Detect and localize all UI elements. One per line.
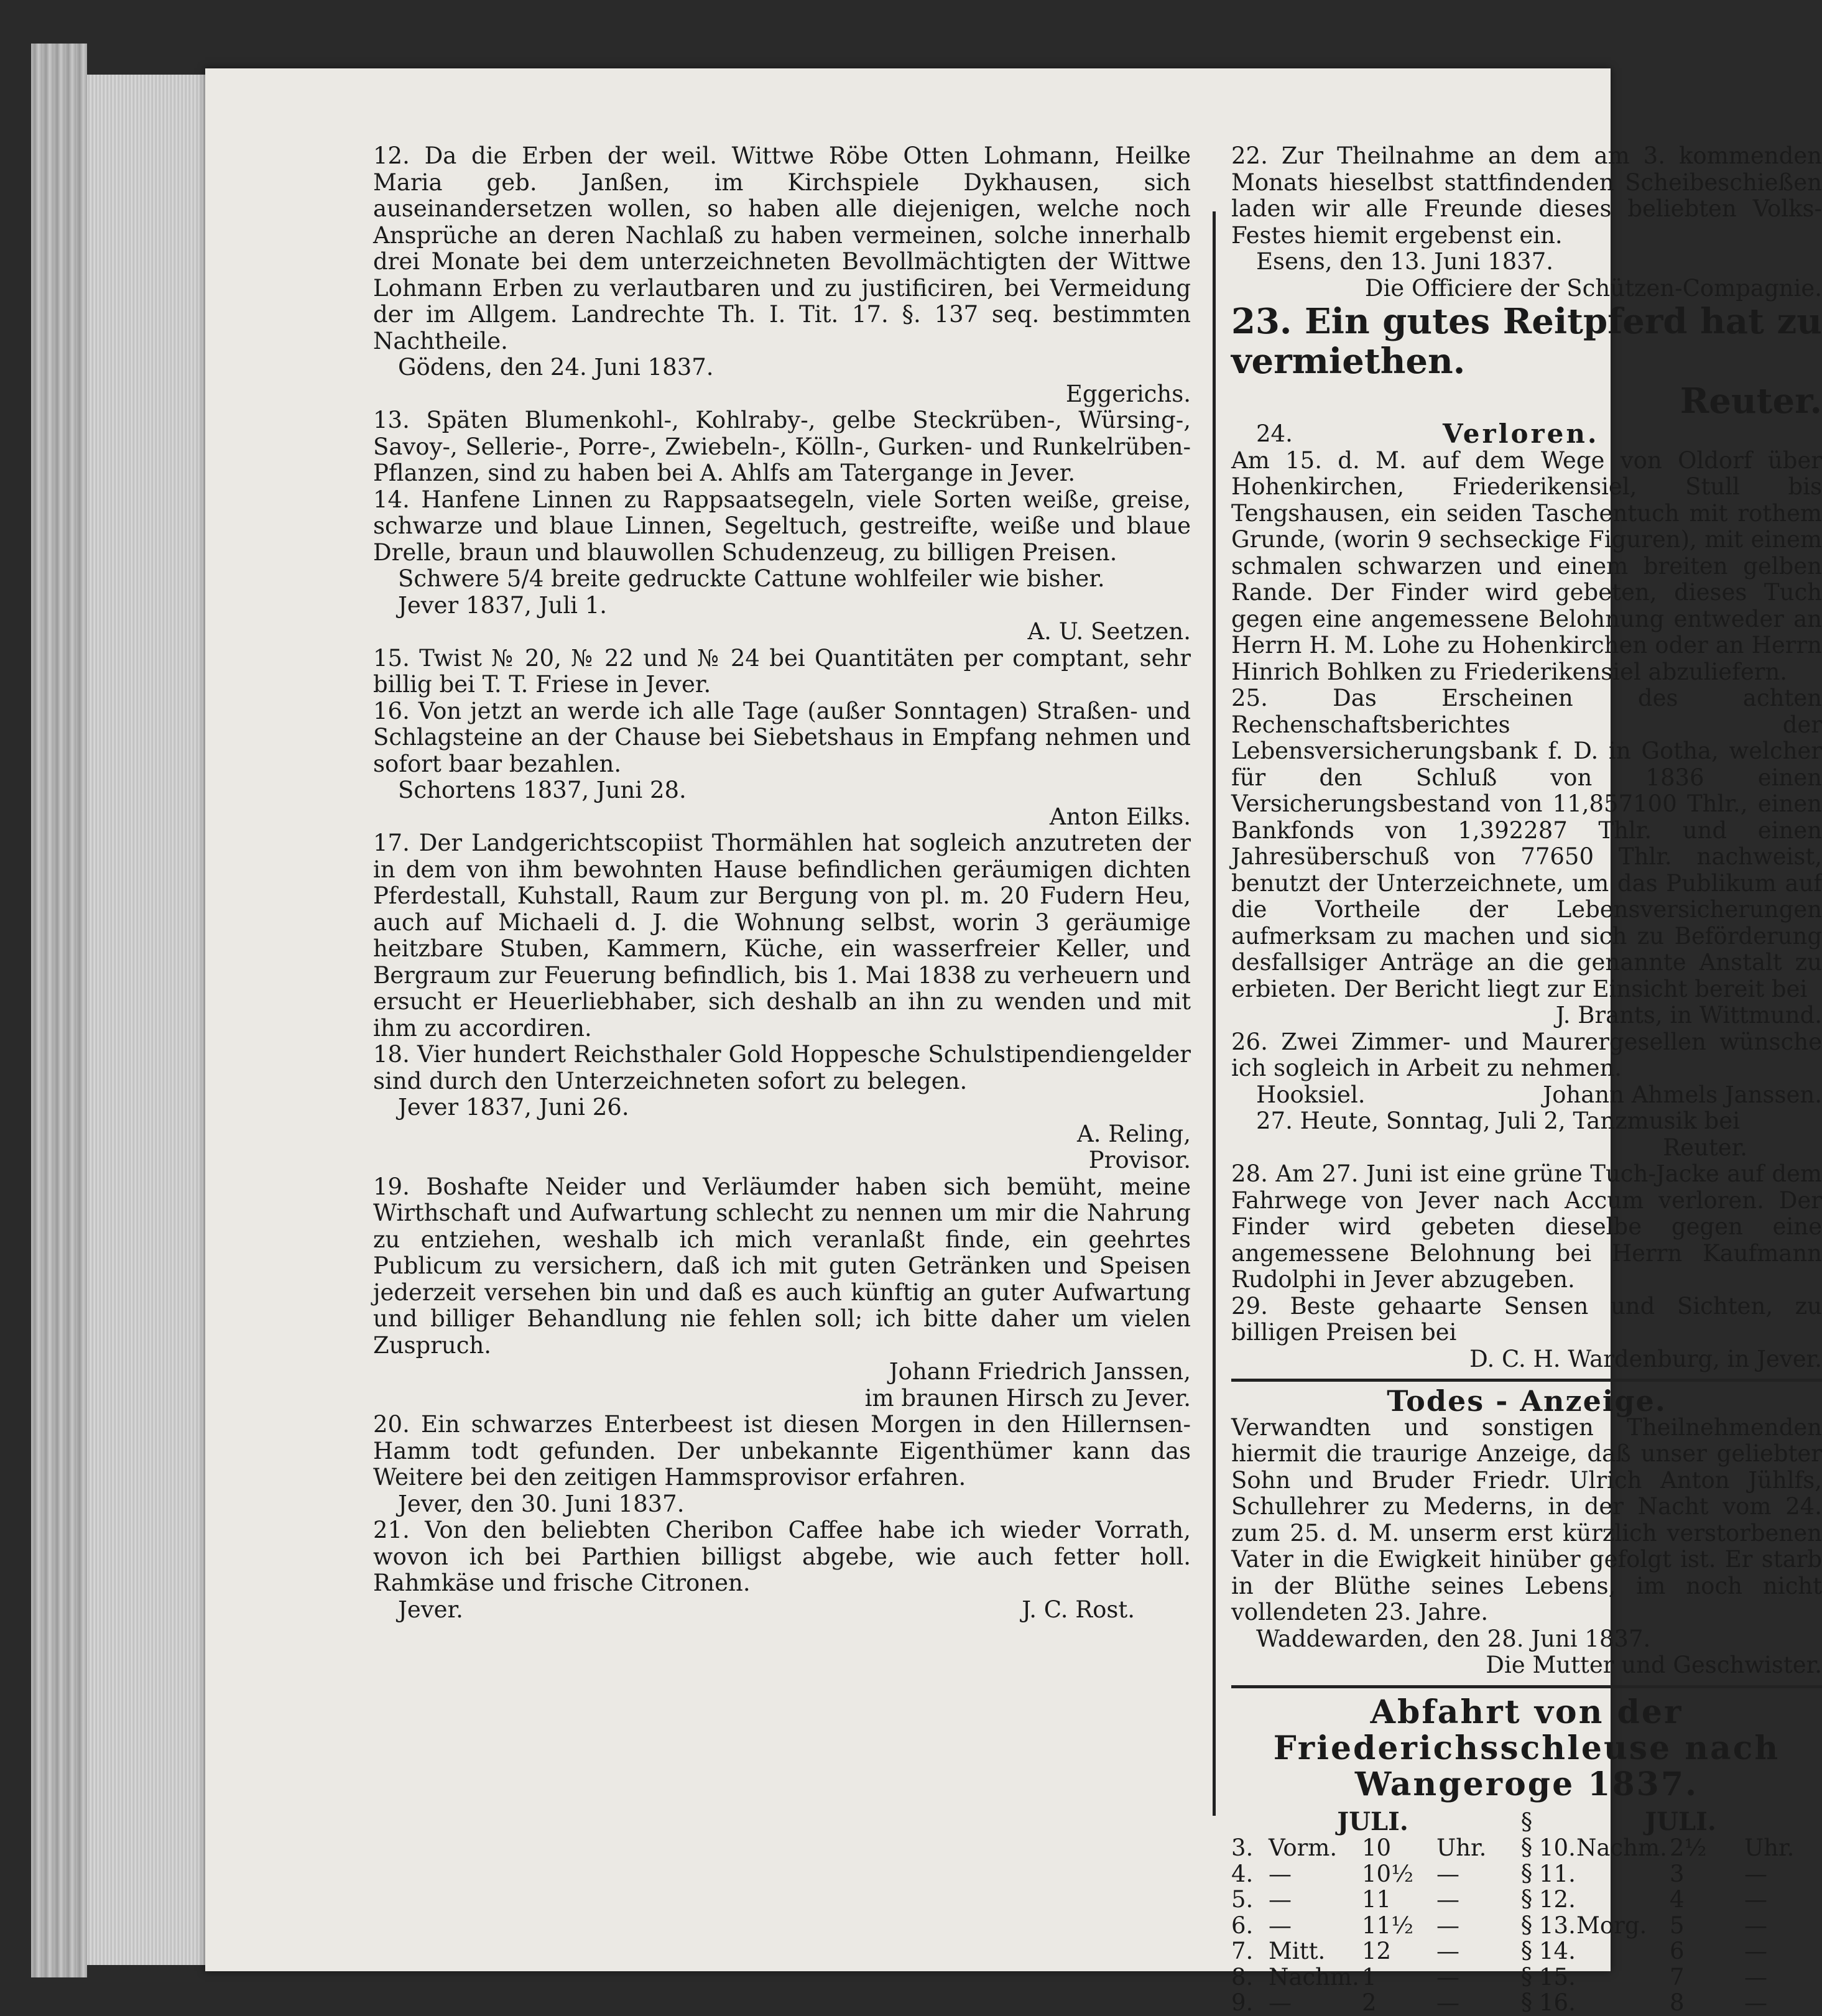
schedule-cell: — [1744, 1989, 1767, 2016]
schedule-cell: 11. [1539, 1860, 1576, 1887]
notice-27-signature: Reuter. [1663, 1134, 1747, 1161]
schedule-cell: 12 [1362, 1938, 1392, 1964]
schedule-cell: 8 [1670, 1989, 1685, 2016]
notice-22-signature: Die Officiere der Schützen-Compagnie. [1364, 274, 1822, 302]
schedule-cell: — [1744, 1886, 1767, 1913]
notice-24-number: 24. [1256, 420, 1293, 447]
notice-26-place: Hooksiel. [1256, 1081, 1366, 1108]
notice-21-signature: J. C. Rost. [1022, 1596, 1135, 1623]
notice-21-footer [373, 1597, 1191, 1624]
notice-26-signature: Johann Ahmels Janssen. [1543, 1081, 1822, 1108]
notice-12-signature: Eggerichs. [1065, 380, 1191, 407]
schedule-cell: 5 [1670, 1912, 1685, 1939]
notice-25: 25. Das Erscheinen des achten Rechenschaftsberichtes der Lebensversicherungsbank f. D. in Gotha, welcher für den Schluß von 1836 einen Versicherungsbestand von 11,857100 Thlr., einen Bankfonds von 1,392287 Thlr. und einen Jahresüberschuß von 77650 Thlr. nachweist, benutzt der Unterzeichnete, um das Publikum auf die Vortheile der Lebensversicherungen aufmerksam zu machen und sich zu Beförderung desfallsiger Anträge an die genannte Anstalt zu erbieten. Der Bericht liegt zur Einsicht bereit bei [1231, 685, 1822, 1002]
notice-27: 27. Heute, Sonntag, Juli 2, Tanzmusik bei [1256, 1107, 1740, 1134]
notice-29-signature: D. C. H. Wardenburg, in Jever. [1469, 1345, 1822, 1372]
schedule-cell: Nachm. [1269, 1963, 1359, 1991]
book-spine [31, 44, 87, 1977]
schedule-row [1231, 1887, 1514, 1913]
notice-26-footer [1231, 1082, 1822, 1109]
divider-rule [1231, 1379, 1822, 1382]
schedule-cell [1576, 1861, 1670, 1887]
schedule-cell: 7. [1231, 1938, 1254, 1964]
schedule-row [1231, 1990, 1514, 2016]
schedule-cell: 5. [1231, 1886, 1254, 1913]
notice-24: Am 15. d. M. auf dem Wege von Oldorf über Hohenkirchen, Friederikensiel, Stull bis Tengshausen, ein seiden Taschentuch mit rothem Grunde, (worin 9 sechseckige Figuren), mit einem schmalen schwarzen und einem breiten gelben Rande. Der Finder wird gebeten, dieses Tuch gegen eine angemessene Belohnung entweder an Herrn H. M. Lohe zu Hohenkirchen oder an Herrn Hinrich Bohlken zu Friederikensiel abzuliefern. [1231, 446, 1822, 685]
schedule-cell: 2½ [1670, 1834, 1707, 1861]
schedule-cell: Morg. [1576, 1912, 1647, 1939]
column-rule [1213, 211, 1216, 1816]
schedule-cell: 13. [1539, 1912, 1576, 1939]
schedule-row [1539, 1938, 1822, 1964]
notice-14: 14. Hanfene Linnen zu Rappsaatsegeln, viele Sorten weiße, greise, schwarze und blaue Linnen, Segeltuch, gestreifte, weiße und blaue Drelle, braun und blauwollen Schudenzeug, zu billigen Preisen. [373, 486, 1191, 566]
schedule-cell: 3. [1231, 1834, 1254, 1861]
notice-18: 18. Vier hundert Reichsthaler Gold Hoppesche Schulstipendiengelder sind durch den Unterzeichneten sofort zu belegen. [373, 1041, 1191, 1094]
notice-21-place: Jever. [398, 1596, 463, 1623]
schedule-cell: 4. [1231, 1860, 1254, 1887]
schedule-month-right: JULI. [1645, 1806, 1716, 1836]
schedule-cell: 10 [1362, 1834, 1392, 1861]
schedule-cell: Uhr. [1436, 1834, 1487, 1861]
schedule-cell: 1 [1362, 1963, 1377, 1991]
notice-17: 17. Der Landgerichtscopiist Thormählen hat sogleich anzutreten der in dem von ihm bewohnten Hause befindlichen geräumigen dichten Pferdestall, Kuhstall, Raum zur Bergung von pl. m. 20 Fudern Heu, auch auf Michaeli d. J. die Wohnung selbst, worin 3 geräumige heitzbare Stuben, Kammern, Küche, ein wasserfreier Keller, und Bergraum zur Feuerung befindlich, bis 1. Mai 1838 zu verheuern und ersucht er Heuerliebhaber, sich deshalb an ihn zu wenden und mit ihm zu accordiren. [373, 830, 1191, 1042]
schedule-cell: 6. [1231, 1912, 1254, 1939]
schedule-row [1539, 1835, 1822, 1861]
schedule-cell: — [1744, 1938, 1767, 1964]
notice-23: 23. Ein gutes Reitpferd hat zu vermiethen. [1231, 301, 1822, 382]
schedule-row [1539, 1964, 1822, 1991]
schedule-cell: 11 [1362, 1886, 1392, 1913]
schedule-heading: Abfahrt von der Friederichsschleuse nach Wangeroge 1837. [1273, 1693, 1780, 1803]
notice-29: 29. Beste gehaarte Sensen und Sichten, zu billigen Preisen bei [1231, 1292, 1822, 1346]
schedule-cell: 3 [1670, 1860, 1685, 1887]
notice-21: 21. Von den beliebten Cheribon Caffee habe ich wieder Vorrath, wovon ich bei Parthien billigst abgebe, wie auch fetter holl. Rahmkäse und frische Citronen. [373, 1517, 1191, 1596]
schedule-cell: 8. [1231, 1963, 1254, 1991]
schedule-cell: — [1436, 1963, 1459, 1991]
notice-18-place: Jever 1837, Juni 26. [398, 1094, 629, 1121]
schedule-cell: 11½ [1362, 1912, 1413, 1939]
schedule-cell: 16. [1539, 1989, 1576, 2016]
schedule-cell [1576, 1990, 1670, 2016]
schedule-rows-left [1231, 1835, 1514, 2016]
schedule-cell: — [1269, 1860, 1292, 1887]
schedule-cell: Vorm. [1269, 1834, 1338, 1861]
schedule-cell [1576, 1938, 1670, 1964]
notice-23-signature: Reuter. [1680, 381, 1822, 422]
death-notice-signature: Die Mutter und Geschwister. [1486, 1652, 1822, 1678]
schedule-row [1231, 1913, 1514, 1939]
schedule-cell: — [1269, 1886, 1292, 1913]
schedule-cell: — [1436, 1860, 1459, 1887]
schedule-cell: 4 [1670, 1886, 1685, 1913]
schedule-cell: 12. [1539, 1886, 1576, 1913]
schedule-cell: — [1744, 1963, 1767, 1991]
notice-22-place: Esens, den 13. Juni 1837. [1256, 248, 1554, 275]
schedule-cell: 10½ [1362, 1860, 1413, 1887]
notice-12: 12. Da die Erben der weil. Wittwe Röbe Otten Lohmann, Heilke Maria geb. Janßen, im Kirchspiele Dykhausen, sich auseinandersetzen wollen, so haben alle diejenigen, welche noch Ansprüche an deren Nachlaß zu haben vermeinen, solche innerhalb drei Monate bei dem unterzeichneten Bevollmächtigten der Wittwe Lohmann Erben zu verlautbaren und zu justificiren, bei Vermeidung der im Allgem. Landrechte Th. I. Tit. 17. §. 137 seq. bestimmten Nachtheile. [373, 142, 1191, 354]
schedule-cell: 6 [1670, 1938, 1685, 1964]
schedule-month-left: JULI. [1337, 1806, 1408, 1836]
notice-14b: Schwere 5/4 breite gedruckte Cattune wohlfeiler wie bisher. [398, 565, 1105, 592]
death-notice-place: Waddewarden, den 28. Juni 1837. [1256, 1625, 1651, 1652]
notice-18-signature-title: Provisor. [1088, 1147, 1191, 1173]
schedule-right [1539, 1806, 1822, 2016]
schedule-cell: 15. [1539, 1963, 1576, 1991]
notice-24-heading: Verloren. [1443, 418, 1599, 449]
schedule-cell: 14. [1539, 1938, 1576, 1964]
notice-13: 13. Späten Blumenkohl-, Kohlraby-, gelbe Steckrüben-, Würsing-, Savoy-, Sellerie-, Porre-, Zwiebeln-, Kölln-, Gurken- und Runkelrüben-Pflanzen, sind zu haben bei A. Ahlfs am Tatergange in Jever. [373, 407, 1191, 486]
schedule-rows-right [1539, 1835, 1822, 2016]
notice-25-signature: J. Brants, in Wittmund. [1555, 1002, 1822, 1029]
schedule-row [1231, 1938, 1514, 1964]
notice-19-signature: Johann Friedrich Janssen, [889, 1358, 1191, 1385]
notice-22: 22. Zur Theilnahme an dem am 3. kommenden Monats hieselbst stattfindenden Scheibeschießen laden wir alle Freunde dieses beliebten Volks-Festes hiemit ergebenst ein. [1231, 142, 1822, 249]
page-edges [87, 75, 211, 1965]
schedule-divider: § § § § § § § § [1520, 1808, 1533, 2015]
schedule-row [1231, 1964, 1514, 1991]
notice-16-signature: Anton Eilks. [1049, 803, 1191, 830]
schedule-cell: Uhr. [1744, 1834, 1795, 1861]
notice-18-signature: A. Reling, [1077, 1120, 1191, 1147]
death-notice-text: Verwandten und sonstigen Theilnehmenden hiermit die traurige Anzeige, daß unser geliebter Sohn und Bruder Friedr. Ulrich Anton Jühlfs, Schullehrer zu Mederns, in der Nacht vom 24. zum 25. d. M. unserm erst kürzlich verstorbenen Vater in die Ewigkeit hinüber gefolgt ist. Er starb in der Blüthe seines Lebens, im noch nicht vollendeten 23. Jahre. [1231, 1413, 1822, 1625]
schedule-row [1231, 1861, 1514, 1887]
notice-14-signature: A. U. Seetzen. [1027, 618, 1191, 645]
schedule-cell: Mitt. [1269, 1938, 1326, 1964]
notice-19-signature-place: im braunen Hirsch zu Jever. [864, 1384, 1191, 1412]
schedule-cell: — [1744, 1912, 1767, 1939]
notice-20-place: Jever, den 30. Juni 1837. [398, 1490, 685, 1517]
notice-14-place: Jever 1837, Juli 1. [398, 591, 608, 619]
schedule-row [1539, 1861, 1822, 1887]
schedule-row [1231, 1835, 1514, 1861]
schedule-cell: — [1436, 1989, 1459, 2016]
schedule-cell [1576, 1964, 1670, 1991]
newspaper-page [205, 68, 1822, 2016]
schedule-cell: — [1744, 1860, 1767, 1887]
notice-16-place: Schortens 1837, Juni 28. [398, 777, 687, 803]
left-column [373, 143, 1191, 1623]
schedule-cell: — [1436, 1886, 1459, 1913]
schedule-cell: Nachm. [1576, 1834, 1667, 1861]
notice-26: 26. Zwei Zimmer- und Maurergesellen wünsche ich sogleich in Arbeit zu nehmen. [1231, 1028, 1822, 1081]
notice-19: 19. Boshafte Neider und Verläumder haben sich bemüht, meine Wirthschaft und Aufwartung schlecht zu nennen um mir die Nahrung zu entziehen, weshalb ich mich veranlaßt finde, ein geehrtes Publicum zu versichern, daß ich mit guten Getränken und Speisen jederzeit versehen bin und daß es auch künftig an guter Aufwartung und billiger Behandlung nie fehlen soll; ich bitte daher um vielen Zuspruch. [373, 1173, 1191, 1359]
schedule-row [1539, 1887, 1822, 1913]
notice-16: 16. Von jetzt an werde ich alle Tage (außer Sonntagen) Straßen- und Schlagsteine an der Chause bei Siebetshaus in Empfang nehmen und sofort baar bezahlen. [373, 697, 1191, 777]
schedule-cell: 9. [1231, 1989, 1254, 2016]
death-notice-heading: Todes - Anzeige. [1387, 1384, 1667, 1418]
schedule-row [1539, 1913, 1822, 1939]
schedule-cell: 2 [1362, 1989, 1377, 2016]
schedule-cell: — [1269, 1912, 1292, 1939]
schedule-cell: 10. [1539, 1834, 1576, 1861]
ferry-schedule [1231, 1806, 1822, 2016]
divider-rule-2 [1231, 1685, 1822, 1688]
notice-28: 28. Am 27. Juni ist eine grüne Tuch-Jacke auf dem Fahrwege von Jever nach Accum verloren. Der Finder wird gebeten dieselbe gegen eine angemessene Belohnung bei Herrn Kaufmann Rudolphi in Jever abzugeben. [1231, 1160, 1822, 1293]
schedule-cell: — [1269, 1989, 1292, 2016]
notice-20: 20. Ein schwarzes Enterbeest ist diesen Morgen in den Hillernsen-Hamm todt gefunden. Der unbekannte Eigenthümer kann das Weitere bei den zeitigen Hammsprovisor erfahren. [373, 1411, 1191, 1491]
schedule-cell [1576, 1887, 1670, 1913]
notice-24-header [1231, 418, 1822, 449]
schedule-cell: — [1436, 1912, 1459, 1939]
schedule-cell: — [1436, 1938, 1459, 1964]
notice-15: 15. Twist № 20, № 22 und № 24 bei Quantitäten per comptant, sehr billig bei T. T. Friese in Jever. [373, 644, 1191, 698]
schedule-row [1539, 1990, 1822, 2016]
notice-12-place: Gödens, den 24. Juni 1837. [398, 354, 714, 381]
right-column [1231, 143, 1822, 2016]
schedule-left [1231, 1806, 1514, 2016]
schedule-cell: 7 [1670, 1963, 1685, 1991]
